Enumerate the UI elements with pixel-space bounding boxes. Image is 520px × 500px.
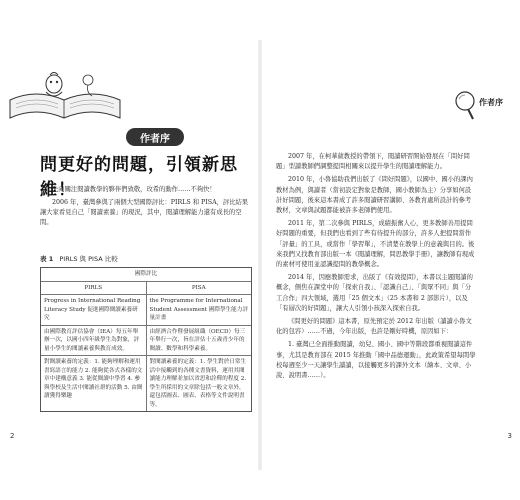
table-caption-number: 表 1 <box>40 255 54 263</box>
paragraph: 《問更好的問題》這本書，原先預定於 2012 年出版（讀讀小魯文化的包容）……不過，今年出版，也許是剛好時機，原因如下： <box>276 318 472 336</box>
table-cell: PIRLS <box>84 284 103 291</box>
table-row <box>41 356 251 411</box>
table-cell: 由經濟合作暨發展組織（OECD）每三年舉行一次，旨在評估十五歲青少年的閱讀、數學和科學素養。 <box>146 326 252 356</box>
table-caption-text: PIRLS 與 PISA 比較 <box>59 255 118 263</box>
table-row <box>41 295 251 326</box>
right-body-text <box>276 152 476 384</box>
author-preface-label: 作者序 <box>479 98 503 107</box>
paragraph: 1. 臺灣已全面推動閱讀，幼兒、國小、國中等階段都重視閱讀這件事，尤其是教育部在 2015 年推動「國中品德運動」，此政策希望每間學校每週至少一天讓學生讀讀，以接觸更多的課外文本（繪本、文章、小說、說明書……）。 <box>276 341 476 380</box>
table-row <box>41 282 251 296</box>
comparison-table <box>40 267 252 412</box>
page-number: 3 <box>507 432 512 440</box>
author-preface-mark <box>453 90 515 122</box>
right-page <box>260 0 520 500</box>
page-number: 2 <box>10 432 15 440</box>
paragraph: 2007 年，在柯華葳教授的帶領下，閱讀研習開始發展在「問好問題」型讀教師們調整提問相關來以提升學生的閱讀理解能力。 <box>276 153 470 171</box>
table-cell: 由國際教育評估協會（IEA）每五年舉辦一次，以國小四年級學生為對象，評量小學生的閱讀素養與教育成效。 <box>44 328 140 352</box>
magnifier-icon <box>453 90 479 122</box>
table-cell: 對閱讀素養的定義：1. 能夠理解和運用書寫語言的能力 2. 能夠從各式各樣的文章中建構意義 3. 能從閱讀中學習 4. 參與學校及生活中閱讀社群的活動 5. 由閱讀獲得樂趣 <box>44 359 143 399</box>
table-cell: 對閱讀素養的定義：1. 學生對於日常生活中接觸到的各種文書資料，運用其閱讀能力理解並加以省思和詮釋的程度 2. 學生所採用的文章除包括一般文章外，還包括圖表、圖表、表格等文件說明書等。 <box>146 356 252 411</box>
left-body-text <box>40 185 250 231</box>
page-title: 問更好的問題，引領新思維！ <box>40 155 238 200</box>
paragraph: 先向關注閱讀教學的夥伴們致敬，玫希的動作……不夠快！ <box>52 186 216 193</box>
paragraph: 2010 年，小魯協助我們出版了《問好問題》，以國中、國小的課內教材為例，與讀者（當初設定對象是教師，國小教師為主）分享如何設計好問題，後來這本書成了許多閱讀研習講師、各教育處所設計的參考教材，文章與試題都能被許多老師們使用。 <box>276 176 473 215</box>
preface-badge-label: 作者序 <box>140 134 170 145</box>
paragraph: 2011 年，第二次參與 PIRLS，成績振奮人心，更多教師善用提問好問題的重要，但我們也看到了些有待提升的部分，許多人把提問當作「評量」的工具，或當作「學習單」，不清楚在教學上的意義與目的。後來我們又找教育部出版一本《閱讀理解，問思教學手冊》，讓教師有現成的素材可使用並認識提問的教學概念。 <box>276 220 475 269</box>
open-book-illustration-icon <box>6 60 124 124</box>
table-header: 國際評比 <box>41 268 251 282</box>
paragraph: 2006 年，臺灣參與了兩個大型國際評比：PIRLS 和 PISA，評比結果讓大家看見自己「閱讀素養」的現況，其中，閱讀理解能力還有成長的空間。 <box>40 199 249 226</box>
table-cell: the Programme for International Student Assessment 國際學生能力評量計畫 <box>146 295 252 325</box>
table-row <box>41 326 251 357</box>
table-cell: PISA <box>146 282 252 295</box>
table-cell: Progress in International Reading Literacy Study 促進國際閱讀素養研究 <box>44 298 141 321</box>
paragraph: 2014 年，因應教師需求，出版了《有效提問》，本書以主題閱讀的概念，側焦在課堂中的「探索自我」、「認識自己」、「與眾不同」與「分工合作」四大領域，選用「25 個文本」（25 本書和 2 部影片），以及「有層次的好問題」，讓大人引領小孩深入探索自我。 <box>276 274 473 312</box>
table-caption <box>40 254 250 263</box>
preface-badge <box>126 128 184 146</box>
